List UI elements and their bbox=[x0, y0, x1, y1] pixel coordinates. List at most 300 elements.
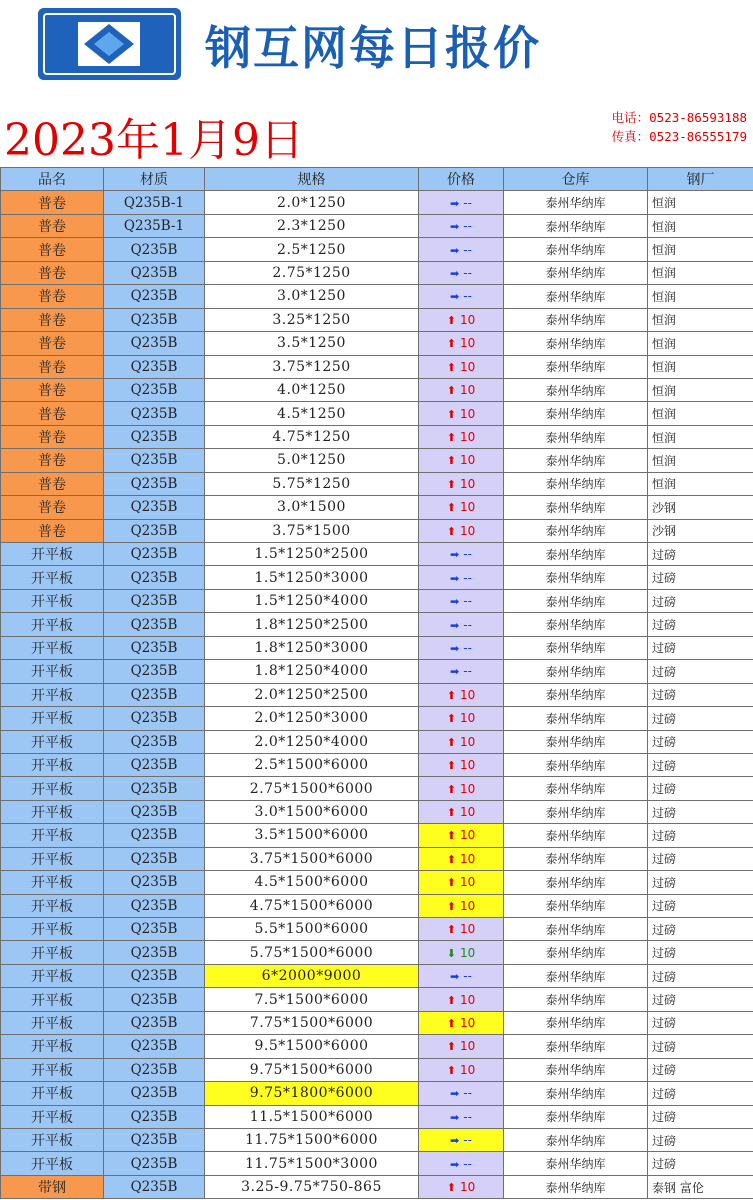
cell-mill: 过磅 bbox=[648, 753, 753, 776]
cell-name: 普卷 bbox=[1, 355, 104, 378]
cell-warehouse: 泰州华纳库 bbox=[504, 753, 648, 776]
table-row bbox=[1, 683, 753, 706]
cell-price bbox=[419, 543, 504, 566]
cell-material: Q235B bbox=[104, 1128, 205, 1151]
cell-material: Q235B bbox=[104, 800, 205, 823]
arrow-up-icon: ⬆ bbox=[446, 313, 456, 327]
cell-material: Q235B bbox=[104, 636, 205, 659]
arrow-right-icon: ➡ bbox=[450, 548, 460, 562]
arrow-up-icon: ⬆ bbox=[446, 431, 456, 445]
cell-spec: 9.75*1500*6000 bbox=[205, 1058, 419, 1081]
cell-spec: 1.8*1250*3000 bbox=[205, 636, 419, 659]
cell-price bbox=[419, 355, 504, 378]
cell-price bbox=[419, 730, 504, 753]
price-change-value: -- bbox=[463, 570, 472, 585]
cell-name: 普卷 bbox=[1, 261, 104, 284]
cell-name: 带钢 bbox=[1, 1175, 104, 1198]
cell-material: Q235B bbox=[104, 683, 205, 706]
cell-material: Q235B bbox=[104, 543, 205, 566]
contact-info bbox=[612, 108, 747, 146]
price-change-value: -- bbox=[463, 664, 472, 679]
arrow-right-icon: ➡ bbox=[450, 1087, 460, 1101]
cell-mill: 过磅 bbox=[648, 1105, 753, 1128]
table-row bbox=[1, 285, 753, 308]
cell-warehouse: 泰州华纳库 bbox=[504, 1035, 648, 1058]
cell-warehouse: 泰州华纳库 bbox=[504, 683, 648, 706]
table-row bbox=[1, 566, 753, 589]
table-row bbox=[1, 214, 753, 237]
cell-spec: 6*2000*9000 bbox=[205, 964, 419, 987]
cell-material: Q235B bbox=[104, 402, 205, 425]
arrow-up-icon: ⬆ bbox=[446, 454, 456, 468]
cell-warehouse: 泰州华纳库 bbox=[504, 1082, 648, 1105]
price-change-value: 10 bbox=[459, 312, 476, 327]
cell-price bbox=[419, 988, 504, 1011]
cell-mill: 沙钢 bbox=[648, 519, 753, 542]
cell-mill: 泰钢 富伦 bbox=[648, 1175, 753, 1198]
price-change-value: 10 bbox=[459, 875, 476, 890]
table-row bbox=[1, 1105, 753, 1128]
cell-price bbox=[419, 472, 504, 495]
price-change-value: -- bbox=[463, 594, 472, 609]
cell-price bbox=[419, 613, 504, 636]
cell-spec: 11.75*1500*6000 bbox=[205, 1128, 419, 1151]
price-change-value: 10 bbox=[459, 1180, 476, 1195]
cell-price bbox=[419, 1011, 504, 1034]
cell-price bbox=[419, 636, 504, 659]
arrow-right-icon: ➡ bbox=[450, 1157, 460, 1171]
cell-material: Q235B bbox=[104, 894, 205, 917]
price-change-value: -- bbox=[463, 289, 472, 304]
cell-warehouse: 泰州华纳库 bbox=[504, 1105, 648, 1128]
arrow-right-icon: ➡ bbox=[450, 1134, 460, 1148]
price-change-value: -- bbox=[463, 640, 472, 655]
cell-name: 开平板 bbox=[1, 824, 104, 847]
cell-warehouse: 泰州华纳库 bbox=[504, 191, 648, 214]
cell-spec: 11.5*1500*6000 bbox=[205, 1105, 419, 1128]
table-row bbox=[1, 941, 753, 964]
cell-material: Q235B bbox=[104, 1011, 205, 1034]
arrow-up-icon: ⬆ bbox=[446, 923, 456, 937]
cell-spec: 2.75*1500*6000 bbox=[205, 777, 419, 800]
price-change-value: 10 bbox=[459, 945, 476, 960]
cell-spec: 7.75*1500*6000 bbox=[205, 1011, 419, 1034]
arrow-up-icon: ⬆ bbox=[446, 829, 456, 843]
cell-price bbox=[419, 1152, 504, 1175]
price-change-value: -- bbox=[463, 219, 472, 234]
cell-mill: 恒润 bbox=[648, 472, 753, 495]
price-change-value: 10 bbox=[459, 805, 476, 820]
cell-mill: 过磅 bbox=[648, 1152, 753, 1175]
price-change-value: 10 bbox=[459, 828, 476, 843]
price-change-value: 10 bbox=[459, 430, 476, 445]
arrow-up-icon: ⬆ bbox=[446, 806, 456, 820]
cell-price bbox=[419, 1128, 504, 1151]
cell-material: Q235B bbox=[104, 918, 205, 941]
table-row bbox=[1, 824, 753, 847]
cell-warehouse: 泰州华纳库 bbox=[504, 964, 648, 987]
cell-name: 开平板 bbox=[1, 894, 104, 917]
table-row bbox=[1, 871, 753, 894]
cell-name: 开平板 bbox=[1, 683, 104, 706]
table-row bbox=[1, 1082, 753, 1105]
cell-mill: 恒润 bbox=[648, 308, 753, 331]
cell-material: Q235B bbox=[104, 589, 205, 612]
cell-name: 开平板 bbox=[1, 1082, 104, 1105]
price-table bbox=[0, 167, 753, 1199]
cell-mill: 过磅 bbox=[648, 1128, 753, 1151]
cell-spec: 2.3*1250 bbox=[205, 214, 419, 237]
arrow-up-icon: ⬆ bbox=[446, 1063, 456, 1077]
arrow-up-icon: ⬆ bbox=[446, 782, 456, 796]
fax-number: 传真：0523-86555179 bbox=[611, 129, 747, 144]
arrow-right-icon: ➡ bbox=[450, 266, 460, 280]
arrow-up-icon: ⬆ bbox=[446, 1016, 456, 1030]
header-warehouse: 仓库 bbox=[504, 168, 648, 191]
cell-name: 普卷 bbox=[1, 496, 104, 519]
cell-mill: 过磅 bbox=[648, 964, 753, 987]
cell-spec: 3.75*1500*6000 bbox=[205, 847, 419, 870]
price-change-value: 10 bbox=[459, 336, 476, 351]
arrow-right-icon: ➡ bbox=[450, 1110, 460, 1124]
cell-name: 开平板 bbox=[1, 753, 104, 776]
cell-price bbox=[419, 402, 504, 425]
price-change-value: 10 bbox=[459, 406, 476, 421]
table-row bbox=[1, 660, 753, 683]
cell-spec: 3.5*1500*6000 bbox=[205, 824, 419, 847]
cell-material: Q235B bbox=[104, 988, 205, 1011]
cell-spec: 2.5*1250 bbox=[205, 238, 419, 261]
cell-spec: 9.5*1500*6000 bbox=[205, 1035, 419, 1058]
cell-mill: 恒润 bbox=[648, 261, 753, 284]
arrow-right-icon: ➡ bbox=[450, 665, 460, 679]
price-change-value: 10 bbox=[459, 1062, 476, 1077]
cell-mill: 过磅 bbox=[648, 1058, 753, 1081]
cell-warehouse: 泰州华纳库 bbox=[504, 589, 648, 612]
cell-price bbox=[419, 824, 504, 847]
table-row bbox=[1, 496, 753, 519]
cell-price bbox=[419, 941, 504, 964]
arrow-right-icon: ➡ bbox=[450, 571, 460, 585]
cell-material: Q235B bbox=[104, 613, 205, 636]
cell-mill: 恒润 bbox=[648, 425, 753, 448]
arrow-up-icon: ⬆ bbox=[446, 735, 456, 749]
cell-warehouse: 泰州华纳库 bbox=[504, 543, 648, 566]
price-change-value: 10 bbox=[459, 359, 476, 374]
arrow-up-icon: ⬆ bbox=[446, 477, 456, 491]
cell-spec: 1.5*1250*2500 bbox=[205, 543, 419, 566]
cell-warehouse: 泰州华纳库 bbox=[504, 472, 648, 495]
cell-name: 开平板 bbox=[1, 543, 104, 566]
cell-material: Q235B bbox=[104, 285, 205, 308]
cell-spec: 1.5*1250*3000 bbox=[205, 566, 419, 589]
arrow-right-icon: ➡ bbox=[450, 220, 460, 234]
cell-price bbox=[419, 707, 504, 730]
cell-name: 开平板 bbox=[1, 871, 104, 894]
cell-mill: 过磅 bbox=[648, 918, 753, 941]
cell-price bbox=[419, 308, 504, 331]
cell-spec: 4.5*1250 bbox=[205, 402, 419, 425]
arrow-right-icon: ➡ bbox=[450, 243, 460, 257]
cell-mill: 过磅 bbox=[648, 777, 753, 800]
arrow-right-icon: ➡ bbox=[450, 595, 460, 609]
header-name: 品名 bbox=[1, 168, 104, 191]
table-row bbox=[1, 425, 753, 448]
table-header-row bbox=[1, 168, 753, 191]
cell-mill: 过磅 bbox=[648, 730, 753, 753]
company-logo bbox=[38, 8, 181, 80]
cell-warehouse: 泰州华纳库 bbox=[504, 449, 648, 472]
cell-material: Q235B bbox=[104, 964, 205, 987]
table-row bbox=[1, 1175, 753, 1198]
cell-material: Q235B bbox=[104, 308, 205, 331]
arrow-right-icon: ➡ bbox=[450, 970, 460, 984]
price-change-value: -- bbox=[463, 242, 472, 257]
table-row bbox=[1, 918, 753, 941]
cell-mill: 恒润 bbox=[648, 355, 753, 378]
price-change-value: 10 bbox=[459, 476, 476, 491]
price-change-value: 10 bbox=[459, 453, 476, 468]
table-row bbox=[1, 988, 753, 1011]
cell-material: Q235B bbox=[104, 449, 205, 472]
table-row bbox=[1, 707, 753, 730]
table-row bbox=[1, 1152, 753, 1175]
cell-mill: 恒润 bbox=[648, 402, 753, 425]
cell-material: Q235B bbox=[104, 941, 205, 964]
table-row bbox=[1, 472, 753, 495]
table-row bbox=[1, 1058, 753, 1081]
arrow-up-icon: ⬆ bbox=[446, 688, 456, 702]
cell-spec: 3.25*1250 bbox=[205, 308, 419, 331]
cell-spec: 11.75*1500*3000 bbox=[205, 1152, 419, 1175]
cell-name: 普卷 bbox=[1, 378, 104, 401]
cell-spec: 1.8*1250*4000 bbox=[205, 660, 419, 683]
cell-name: 普卷 bbox=[1, 191, 104, 214]
table-row bbox=[1, 800, 753, 823]
cell-name: 开平板 bbox=[1, 777, 104, 800]
table-row bbox=[1, 589, 753, 612]
arrow-up-icon: ⬆ bbox=[446, 712, 456, 726]
cell-spec: 4.75*1500*6000 bbox=[205, 894, 419, 917]
cell-name: 开平板 bbox=[1, 613, 104, 636]
cell-name: 开平板 bbox=[1, 800, 104, 823]
cell-mill: 恒润 bbox=[648, 378, 753, 401]
cell-price bbox=[419, 238, 504, 261]
table-row bbox=[1, 847, 753, 870]
cell-price bbox=[419, 918, 504, 941]
header-material: 材质 bbox=[104, 168, 205, 191]
cell-price bbox=[419, 332, 504, 355]
cell-name: 开平板 bbox=[1, 730, 104, 753]
cell-name: 开平板 bbox=[1, 918, 104, 941]
cell-spec: 3.75*1250 bbox=[205, 355, 419, 378]
price-change-value: -- bbox=[463, 1133, 472, 1148]
cell-price bbox=[419, 777, 504, 800]
price-change-value: -- bbox=[463, 265, 472, 280]
cell-spec: 3.0*1500*6000 bbox=[205, 800, 419, 823]
cell-spec: 2.75*1250 bbox=[205, 261, 419, 284]
table-row bbox=[1, 753, 753, 776]
price-change-value: 10 bbox=[459, 992, 476, 1007]
cell-material: Q235B bbox=[104, 472, 205, 495]
header-spec: 规格 bbox=[205, 168, 419, 191]
cell-spec: 4.75*1250 bbox=[205, 425, 419, 448]
cell-name: 开平板 bbox=[1, 1105, 104, 1128]
cell-mill: 过磅 bbox=[648, 566, 753, 589]
arrow-up-icon: ⬆ bbox=[446, 993, 456, 1007]
cell-warehouse: 泰州华纳库 bbox=[504, 824, 648, 847]
arrow-up-icon: ⬆ bbox=[446, 1040, 456, 1054]
price-change-value: 10 bbox=[459, 523, 476, 538]
cell-spec: 2.0*1250*3000 bbox=[205, 707, 419, 730]
cell-spec: 2.0*1250*2500 bbox=[205, 683, 419, 706]
cell-material: Q235B bbox=[104, 332, 205, 355]
cell-price bbox=[419, 1058, 504, 1081]
cell-spec: 2.0*1250*4000 bbox=[205, 730, 419, 753]
table-row bbox=[1, 636, 753, 659]
price-change-value: -- bbox=[463, 1156, 472, 1171]
arrow-up-icon: ⬆ bbox=[446, 360, 456, 374]
table-row bbox=[1, 519, 753, 542]
cell-mill: 过磅 bbox=[648, 589, 753, 612]
table-row bbox=[1, 613, 753, 636]
cell-name: 普卷 bbox=[1, 425, 104, 448]
cell-price bbox=[419, 191, 504, 214]
cell-mill: 过磅 bbox=[648, 1082, 753, 1105]
table-row bbox=[1, 355, 753, 378]
cell-name: 普卷 bbox=[1, 214, 104, 237]
cell-warehouse: 泰州华纳库 bbox=[504, 566, 648, 589]
cell-spec: 9.75*1800*6000 bbox=[205, 1082, 419, 1105]
cell-warehouse: 泰州华纳库 bbox=[504, 1011, 648, 1034]
cell-price bbox=[419, 449, 504, 472]
table-row bbox=[1, 449, 753, 472]
cell-warehouse: 泰州华纳库 bbox=[504, 285, 648, 308]
header-price: 价格 bbox=[419, 168, 504, 191]
cell-price bbox=[419, 214, 504, 237]
cell-warehouse: 泰州华纳库 bbox=[504, 402, 648, 425]
cell-spec: 2.5*1500*6000 bbox=[205, 753, 419, 776]
cell-name: 开平板 bbox=[1, 1128, 104, 1151]
cell-mill: 过磅 bbox=[648, 660, 753, 683]
cell-warehouse: 泰州华纳库 bbox=[504, 1058, 648, 1081]
cell-material: Q235B bbox=[104, 519, 205, 542]
price-change-value: 10 bbox=[459, 898, 476, 913]
brand-title: 钢互网每日报价 bbox=[205, 21, 541, 75]
cell-material: Q235B bbox=[104, 566, 205, 589]
cell-warehouse: 泰州华纳库 bbox=[504, 636, 648, 659]
page-header bbox=[0, 0, 753, 166]
cell-warehouse: 泰州华纳库 bbox=[504, 1152, 648, 1175]
cell-price bbox=[419, 894, 504, 917]
price-change-value: -- bbox=[463, 969, 472, 984]
price-change-value: 10 bbox=[459, 1039, 476, 1054]
price-change-value: 10 bbox=[459, 383, 476, 398]
cell-warehouse: 泰州华纳库 bbox=[504, 496, 648, 519]
cell-price bbox=[419, 496, 504, 519]
cell-name: 开平板 bbox=[1, 988, 104, 1011]
cell-warehouse: 泰州华纳库 bbox=[504, 425, 648, 448]
price-change-value: -- bbox=[463, 617, 472, 632]
cell-material: Q235B bbox=[104, 753, 205, 776]
cell-warehouse: 泰州华纳库 bbox=[504, 214, 648, 237]
table-row bbox=[1, 1011, 753, 1034]
cell-mill: 过磅 bbox=[648, 941, 753, 964]
price-change-value: -- bbox=[463, 1086, 472, 1101]
arrow-right-icon: ➡ bbox=[450, 618, 460, 632]
cell-price bbox=[419, 1175, 504, 1198]
cell-price bbox=[419, 566, 504, 589]
cell-price bbox=[419, 261, 504, 284]
table-row bbox=[1, 777, 753, 800]
cell-price bbox=[419, 519, 504, 542]
table-row bbox=[1, 191, 753, 214]
cell-material: Q235B bbox=[104, 847, 205, 870]
cell-spec: 3.0*1250 bbox=[205, 285, 419, 308]
cell-name: 普卷 bbox=[1, 332, 104, 355]
cell-price bbox=[419, 285, 504, 308]
cell-spec: 7.5*1500*6000 bbox=[205, 988, 419, 1011]
cell-material: Q235B bbox=[104, 1035, 205, 1058]
cell-mill: 过磅 bbox=[648, 613, 753, 636]
cell-material: Q235B bbox=[104, 871, 205, 894]
cell-material: Q235B bbox=[104, 1152, 205, 1175]
arrow-down-icon: ⬇ bbox=[446, 946, 456, 960]
cell-mill: 恒润 bbox=[648, 214, 753, 237]
cell-name: 开平板 bbox=[1, 707, 104, 730]
price-change-value: 10 bbox=[459, 851, 476, 866]
cell-mill: 过磅 bbox=[648, 636, 753, 659]
cell-price bbox=[419, 753, 504, 776]
table-body bbox=[1, 191, 753, 1199]
cell-warehouse: 泰州华纳库 bbox=[504, 777, 648, 800]
cell-name: 普卷 bbox=[1, 402, 104, 425]
arrow-up-icon: ⬆ bbox=[446, 899, 456, 913]
cell-spec: 5.5*1500*6000 bbox=[205, 918, 419, 941]
report-date: 2023年1月9日 bbox=[4, 115, 304, 166]
cell-spec: 3.5*1250 bbox=[205, 332, 419, 355]
table-row bbox=[1, 332, 753, 355]
cell-price bbox=[419, 800, 504, 823]
cell-price bbox=[419, 1082, 504, 1105]
price-change-value: 10 bbox=[459, 922, 476, 937]
arrow-up-icon: ⬆ bbox=[446, 337, 456, 351]
cell-spec: 5.75*1500*6000 bbox=[205, 941, 419, 964]
cell-material: Q235B bbox=[104, 355, 205, 378]
table-row bbox=[1, 378, 753, 401]
table-row bbox=[1, 261, 753, 284]
cell-mill: 过磅 bbox=[648, 707, 753, 730]
cell-material: Q235B bbox=[104, 1105, 205, 1128]
cell-warehouse: 泰州华纳库 bbox=[504, 613, 648, 636]
cell-price bbox=[419, 378, 504, 401]
cell-spec: 3.25-9.75*750-865 bbox=[205, 1175, 419, 1198]
cell-material: Q235B bbox=[104, 777, 205, 800]
cell-mill: 沙钢 bbox=[648, 496, 753, 519]
cell-warehouse: 泰州华纳库 bbox=[504, 1175, 648, 1198]
arrow-right-icon: ➡ bbox=[450, 641, 460, 655]
cell-price bbox=[419, 683, 504, 706]
cell-mill: 过磅 bbox=[648, 543, 753, 566]
cell-mill: 恒润 bbox=[648, 238, 753, 261]
cell-price bbox=[419, 964, 504, 987]
cell-spec: 5.0*1250 bbox=[205, 449, 419, 472]
cell-warehouse: 泰州华纳库 bbox=[504, 847, 648, 870]
arrow-up-icon: ⬆ bbox=[446, 384, 456, 398]
cell-spec: 1.5*1250*4000 bbox=[205, 589, 419, 612]
table-row bbox=[1, 308, 753, 331]
cell-material: Q235B-1 bbox=[104, 191, 205, 214]
